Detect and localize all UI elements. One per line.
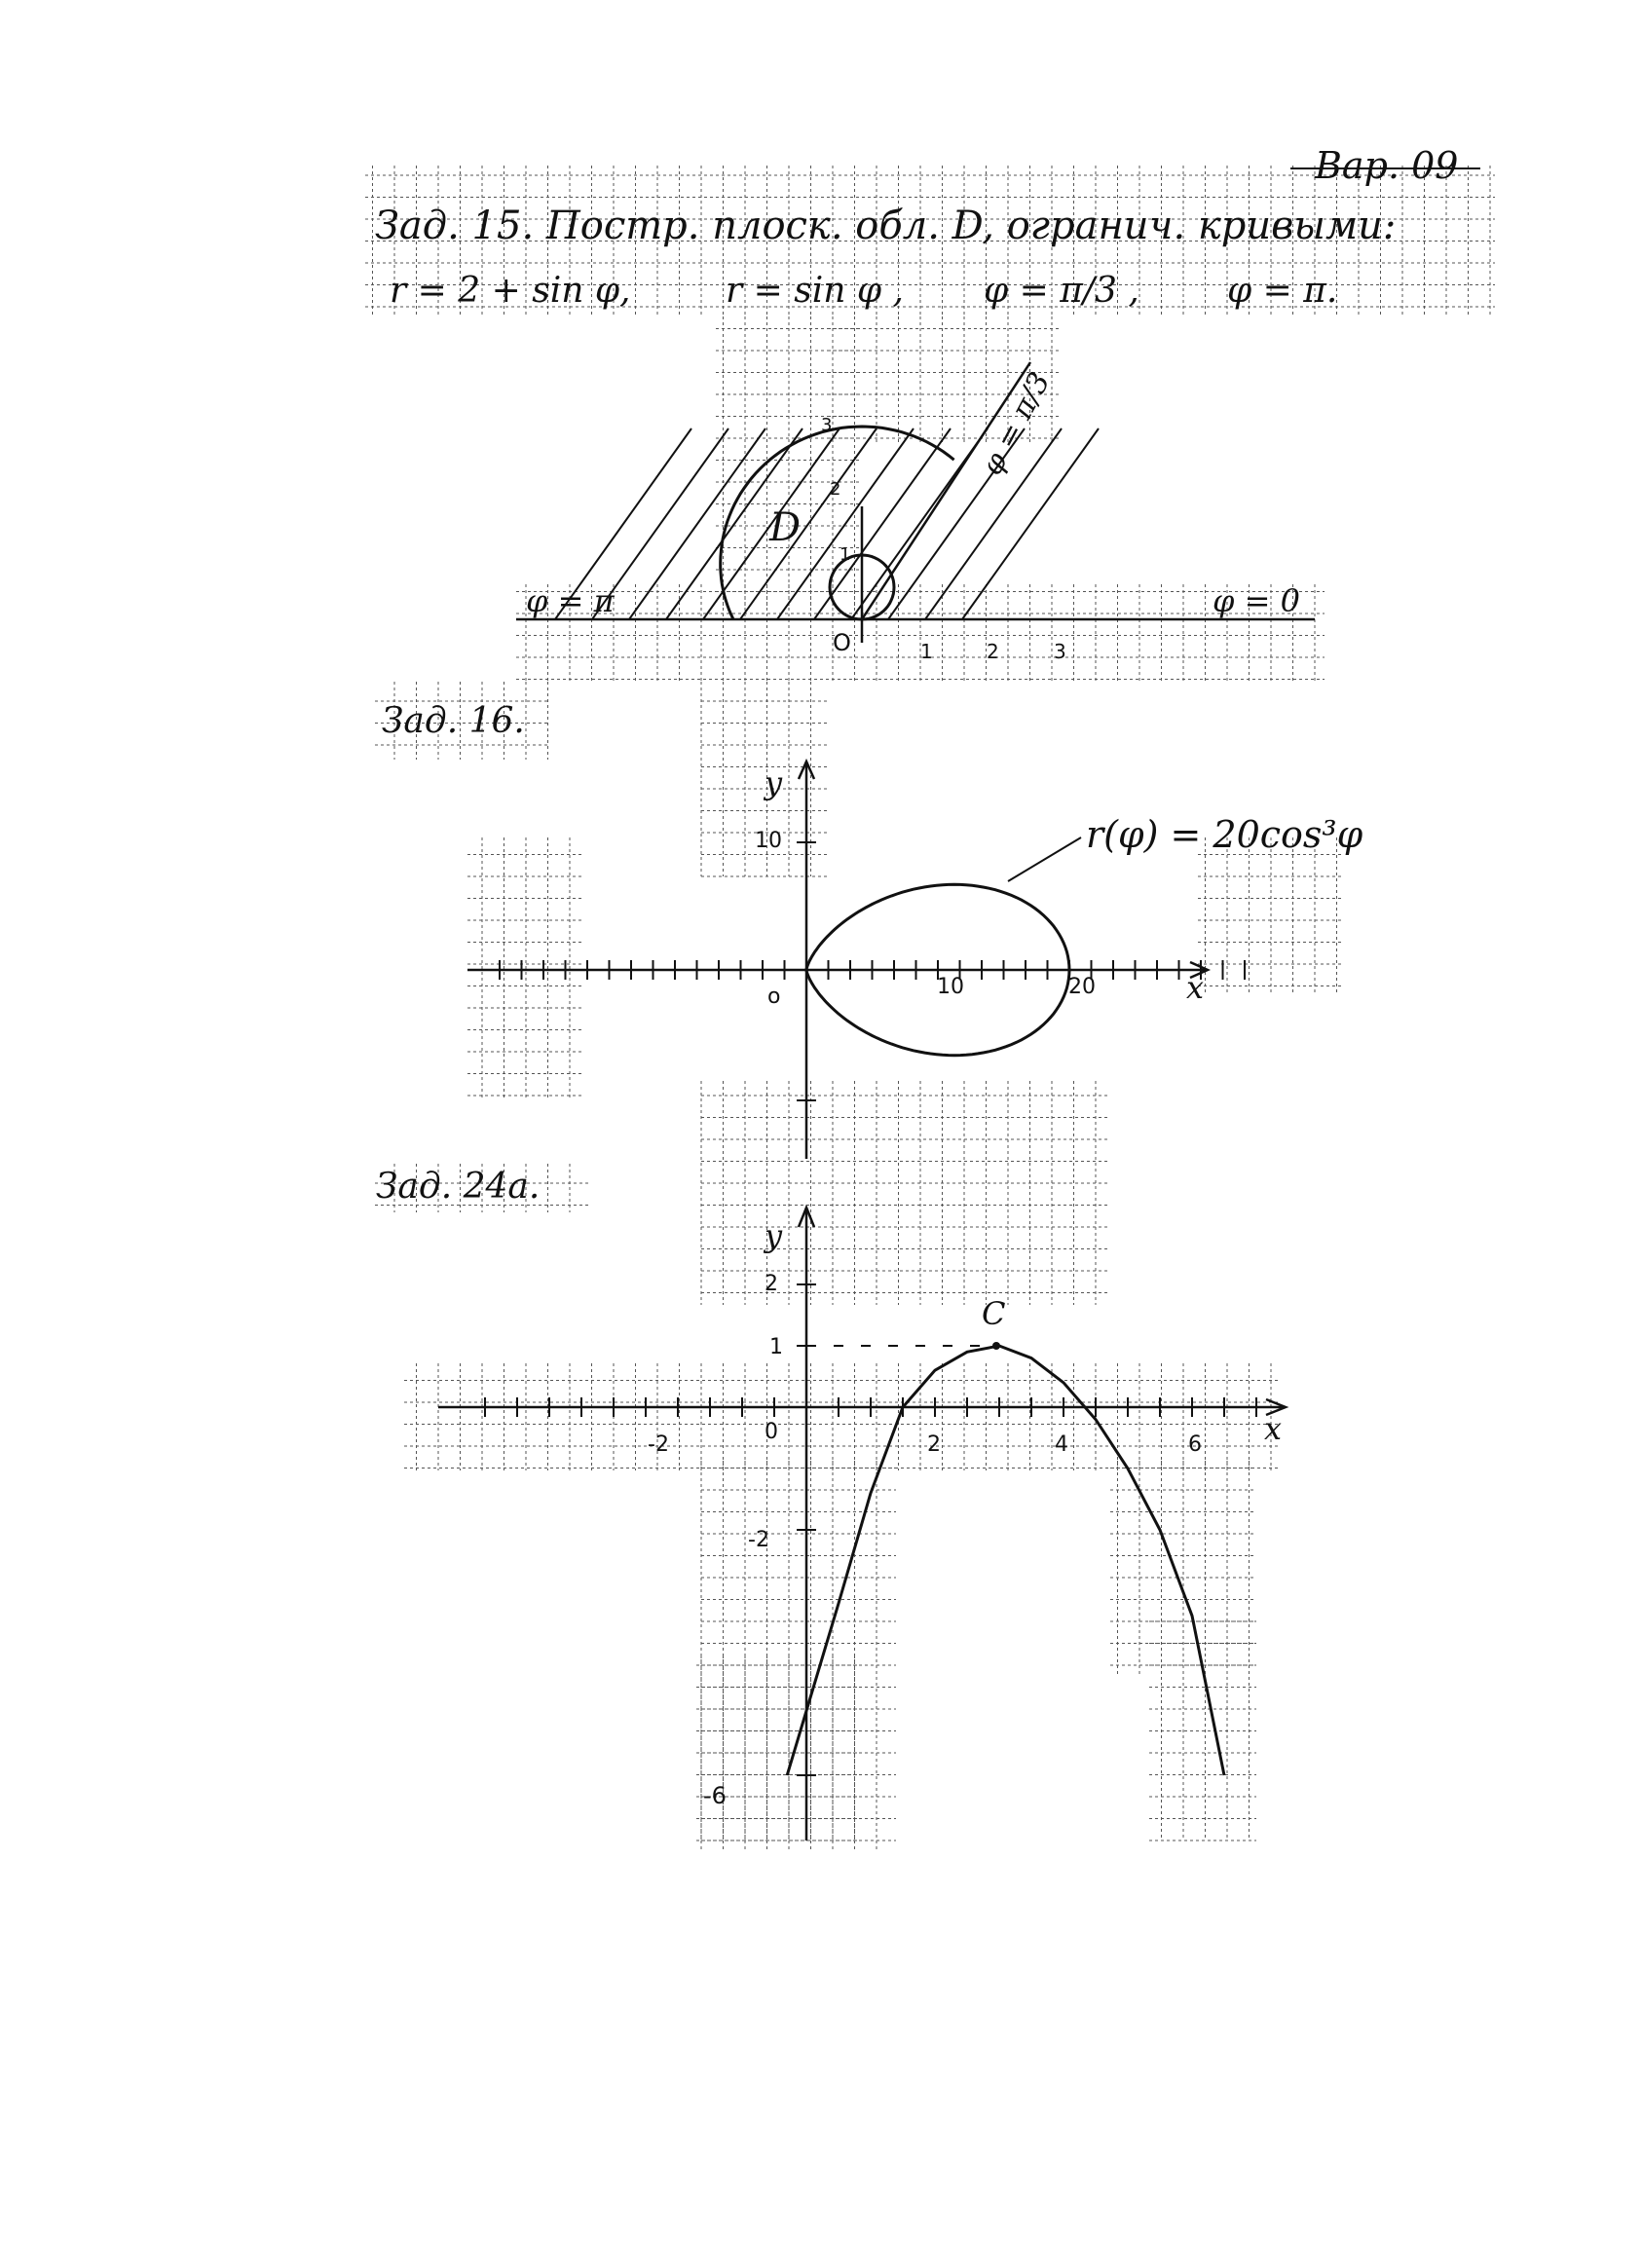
origin-16: o bbox=[767, 985, 781, 1009]
r-tick-1: 1 bbox=[840, 544, 851, 565]
point-C-label: C bbox=[982, 1295, 1006, 1332]
region-D-label: D bbox=[769, 505, 802, 550]
x-tick-2: 2 bbox=[927, 1432, 941, 1457]
hatch-line bbox=[740, 428, 877, 619]
y-label-16: y bbox=[765, 764, 783, 801]
grid-patch bbox=[516, 584, 1325, 682]
task15-title: Зад. 15. Постр. плоск. обл. D, огранич. кривыми: bbox=[375, 204, 1397, 248]
x-tick-2: 2 bbox=[987, 640, 999, 663]
grid-patch bbox=[404, 1363, 1281, 1470]
curve-16-label: r(φ) = 20cos³φ bbox=[1086, 813, 1363, 856]
x-tick-1: 1 bbox=[920, 640, 933, 663]
grid-patch bbox=[701, 1081, 1110, 1305]
x-tick-4: 4 bbox=[1055, 1432, 1068, 1457]
y-tick-1: 1 bbox=[769, 1335, 783, 1359]
y-tick-minus2: -2 bbox=[748, 1528, 769, 1552]
y-tick-2: 2 bbox=[765, 1272, 778, 1296]
x-label-24: x bbox=[1264, 1410, 1283, 1447]
task15-eq-4: φ = π. bbox=[1227, 271, 1338, 311]
task15-eq-3: φ = π/3 , bbox=[984, 271, 1139, 311]
grid-patch bbox=[701, 1461, 896, 1850]
task15-eq-1: r = 2 + sin φ, bbox=[390, 271, 631, 311]
leader-line-16 bbox=[1008, 837, 1081, 881]
origin-24: 0 bbox=[765, 1420, 778, 1444]
r-tick-2: 2 bbox=[830, 479, 841, 500]
ray-pi-label: φ = π bbox=[526, 582, 615, 619]
x-tick-3: 3 bbox=[1054, 640, 1066, 663]
y-label-24: y bbox=[765, 1217, 783, 1254]
task24-title: Зад. 24а. bbox=[376, 1167, 541, 1207]
task16-title: Зад. 16. bbox=[382, 701, 525, 741]
r-tick-3: 3 bbox=[821, 415, 833, 435]
task24-plot bbox=[376, 1167, 1286, 1840]
grid-patch bbox=[696, 1655, 862, 1840]
y-tick-minus6: -6 bbox=[703, 1782, 727, 1809]
ray-pi3-label: φ = π/3 bbox=[975, 366, 1058, 481]
task15-eq-2: r = sin φ , bbox=[726, 271, 904, 311]
grid-patch bbox=[1149, 1607, 1256, 1840]
y-tick-10: 10 bbox=[755, 829, 782, 853]
x-label-16: x bbox=[1186, 969, 1205, 1006]
hatch-line bbox=[851, 428, 988, 619]
point-C bbox=[992, 1342, 1000, 1350]
grid-patch bbox=[1198, 837, 1344, 993]
ray-pi3 bbox=[862, 362, 1030, 619]
axis-ticks-24 bbox=[485, 1284, 1256, 1775]
x-tick-minus2: -2 bbox=[648, 1432, 669, 1457]
task15-plot bbox=[516, 362, 1315, 663]
axis-ticks-16 bbox=[500, 842, 1245, 1100]
graph-paper-grid bbox=[365, 166, 1495, 1850]
parabola-curve bbox=[787, 1346, 1224, 1775]
x-tick-10: 10 bbox=[937, 975, 964, 999]
variant-label: Вар. 09 bbox=[1315, 144, 1459, 187]
origin-label: O bbox=[833, 629, 851, 656]
hatch-line bbox=[814, 428, 951, 619]
task16-plot bbox=[382, 701, 1363, 1159]
x-tick-6: 6 bbox=[1188, 1432, 1202, 1457]
ray-zero-label: φ = 0 bbox=[1213, 582, 1300, 619]
x-tick-20: 20 bbox=[1068, 975, 1096, 999]
